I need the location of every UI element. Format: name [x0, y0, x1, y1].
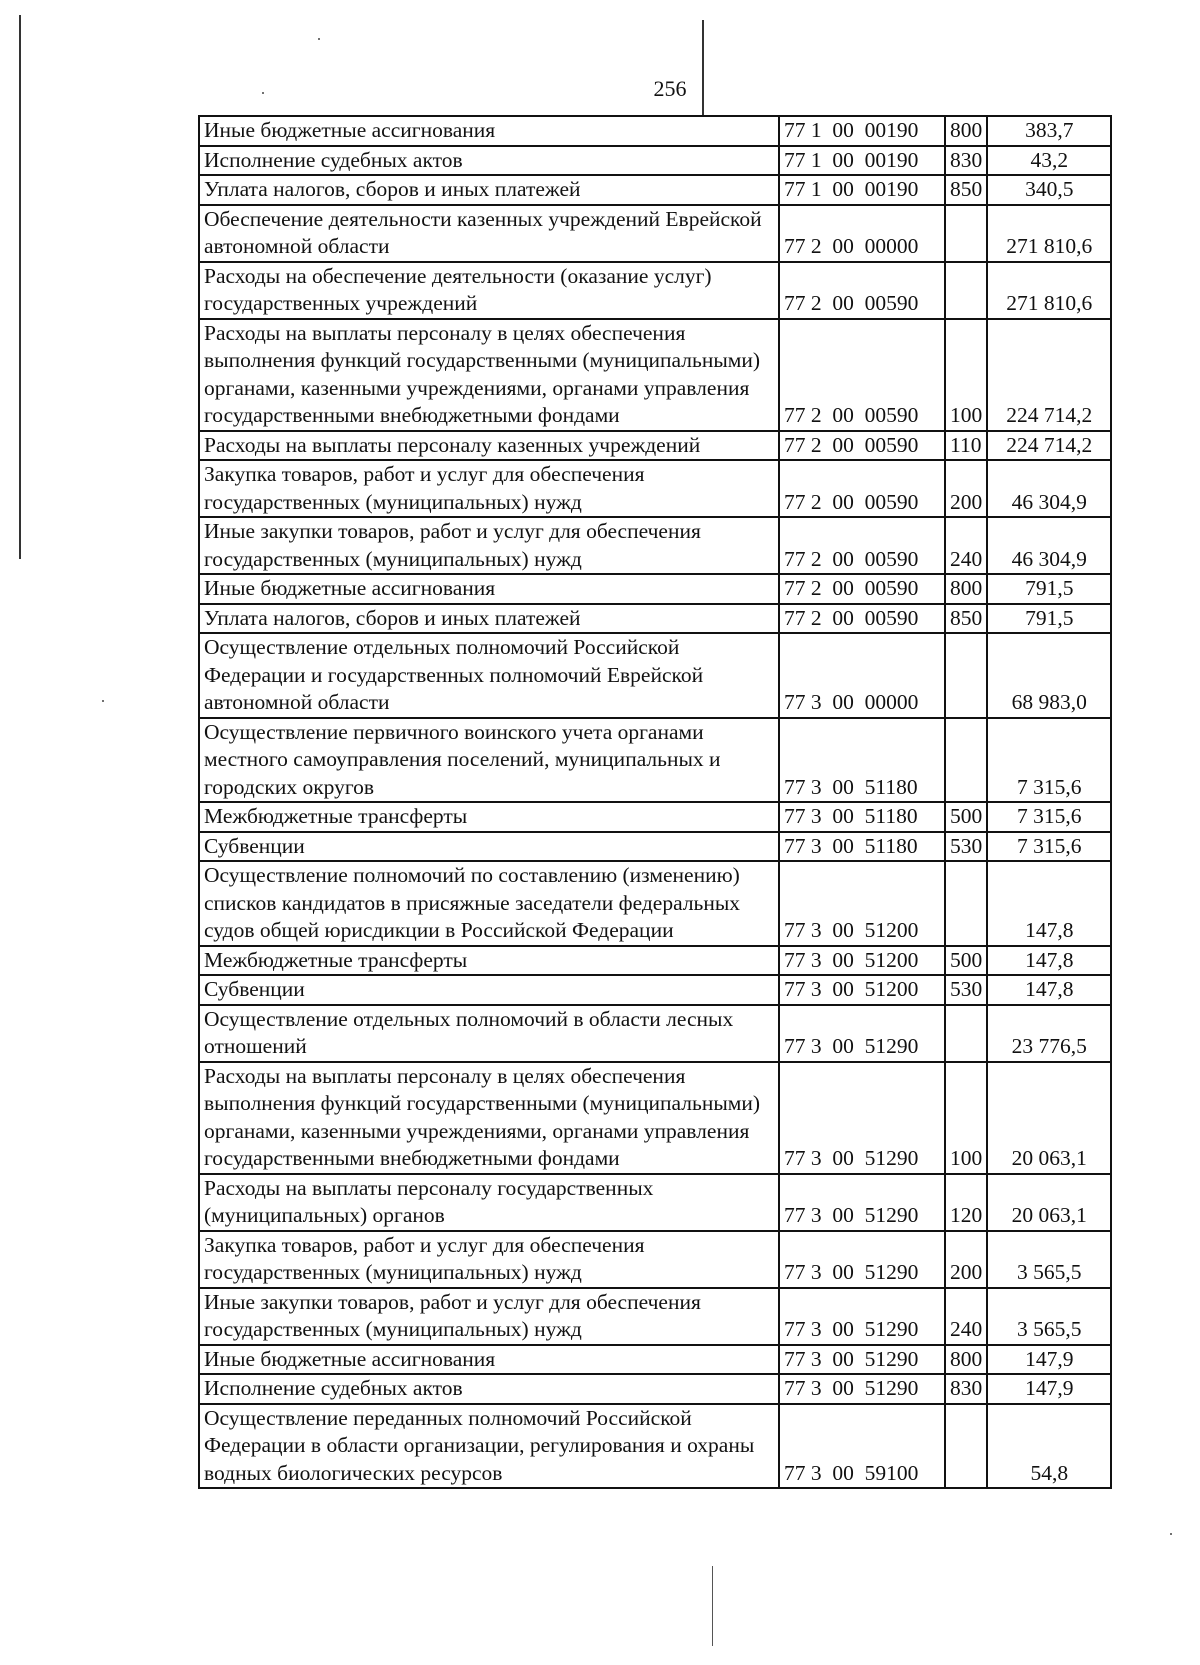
- table-row: [199, 319, 1111, 431]
- row-description: Субвенции: [199, 832, 779, 862]
- binding-line-left: [19, 15, 21, 559]
- row-target-code: 77 3 00 00000: [779, 633, 945, 718]
- row-expense-type: 850: [945, 175, 987, 205]
- row-target-code: 77 1 00 00190: [779, 175, 945, 205]
- table-row: [199, 175, 1111, 205]
- table-row: [199, 802, 1111, 832]
- row-description: Осуществление полномочий по составлению (изменению) списков кандидатов в присяжные заседатели федеральных судов общей юрисдикции в Российской Федерации: [199, 861, 779, 946]
- row-expense-type: 500: [945, 946, 987, 976]
- row-target-code: 77 3 00 51180: [779, 832, 945, 862]
- table-row: [199, 1288, 1111, 1345]
- row-amount: 3 565,5: [987, 1288, 1111, 1345]
- row-expense-type: 200: [945, 1231, 987, 1288]
- row-amount: 791,5: [987, 574, 1111, 604]
- row-description: Межбюджетные трансферты: [199, 946, 779, 976]
- row-target-code: 77 3 00 51200: [779, 946, 945, 976]
- row-expense-type: [945, 262, 987, 319]
- table-row: [199, 718, 1111, 803]
- row-expense-type: [945, 633, 987, 718]
- scan-speck: [318, 38, 320, 40]
- table-row: [199, 431, 1111, 461]
- row-target-code: 77 3 00 51290: [779, 1288, 945, 1345]
- row-expense-type: 800: [945, 116, 987, 146]
- row-description: Расходы на выплаты персоналу государственных (муниципальных) органов: [199, 1174, 779, 1231]
- row-target-code: 77 1 00 00190: [779, 116, 945, 146]
- row-description: Закупка товаров, работ и услуг для обеспечения государственных (муниципальных) нужд: [199, 460, 779, 517]
- binding-dash: [712, 1566, 713, 1646]
- row-amount: 147,9: [987, 1345, 1111, 1375]
- page-number: 256: [653, 76, 687, 101]
- row-amount: 147,8: [987, 861, 1111, 946]
- table-row: [199, 946, 1111, 976]
- row-expense-type: [945, 1404, 987, 1489]
- row-description: Расходы на выплаты персоналу в целях обеспечения выполнения функций государственными (муниципальными) органами, казенными учреждениями, органами управления государственными внебюджетными фондами: [199, 319, 779, 431]
- row-description: Межбюджетные трансферты: [199, 802, 779, 832]
- row-target-code: 77 3 00 51290: [779, 1231, 945, 1288]
- row-description: Расходы на выплаты персоналу казенных учреждений: [199, 431, 779, 461]
- row-target-code: 77 3 00 51290: [779, 1062, 945, 1174]
- row-description: Осуществление первичного воинского учета органами местного самоуправления поселений, муниципальных и городских округов: [199, 718, 779, 803]
- row-amount: 271 810,6: [987, 205, 1111, 262]
- row-expense-type: 110: [945, 431, 987, 461]
- row-amount: 340,5: [987, 175, 1111, 205]
- table-row: [199, 1231, 1111, 1288]
- row-expense-type: 100: [945, 319, 987, 431]
- row-description: Иные закупки товаров, работ и услуг для обеспечения государственных (муниципальных) нужд: [199, 1288, 779, 1345]
- row-amount: 46 304,9: [987, 460, 1111, 517]
- row-target-code: 77 2 00 00590: [779, 574, 945, 604]
- scan-speck: [262, 92, 264, 94]
- row-description: Иные бюджетные ассигнования: [199, 1345, 779, 1375]
- row-description: Иные закупки товаров, работ и услуг для обеспечения государственных (муниципальных) нужд: [199, 517, 779, 574]
- row-description: Уплата налогов, сборов и иных платежей: [199, 604, 779, 634]
- row-amount: 43,2: [987, 146, 1111, 176]
- table-row: [199, 517, 1111, 574]
- row-expense-type: 830: [945, 1374, 987, 1404]
- table-row: [199, 574, 1111, 604]
- row-description: Расходы на выплаты персоналу в целях обеспечения выполнения функций государственными (муниципальными) органами, казенными учреждениями, органами управления государственными внебюджетными фондами: [199, 1062, 779, 1174]
- table-row: [199, 832, 1111, 862]
- row-description: Осуществление отдельных полномочий в области лесных отношений: [199, 1005, 779, 1062]
- row-amount: 3 565,5: [987, 1231, 1111, 1288]
- table-row: [199, 460, 1111, 517]
- table-row: [199, 116, 1111, 146]
- row-amount: 791,5: [987, 604, 1111, 634]
- row-description: Иные бюджетные ассигнования: [199, 574, 779, 604]
- row-amount: 7 315,6: [987, 802, 1111, 832]
- row-amount: 23 776,5: [987, 1005, 1111, 1062]
- table-row: [199, 861, 1111, 946]
- row-description: Осуществление переданных полномочий Российской Федерации в области организации, регулирования и охраны водных биологических ресурсов: [199, 1404, 779, 1489]
- row-amount: 224 714,2: [987, 319, 1111, 431]
- row-description: Иные бюджетные ассигнования: [199, 116, 779, 146]
- row-target-code: 77 2 00 00590: [779, 517, 945, 574]
- table-row: [199, 1345, 1111, 1375]
- row-expense-type: [945, 205, 987, 262]
- table-row: [199, 262, 1111, 319]
- row-description: Расходы на обеспечение деятельности (оказание услуг) государственных учреждений: [199, 262, 779, 319]
- row-target-code: 77 3 00 51290: [779, 1174, 945, 1231]
- row-amount: 147,9: [987, 1374, 1111, 1404]
- table-row: [199, 1005, 1111, 1062]
- row-target-code: 77 2 00 00000: [779, 205, 945, 262]
- row-amount: 271 810,6: [987, 262, 1111, 319]
- scan-speck: [1170, 1533, 1172, 1535]
- row-amount: 7 315,6: [987, 832, 1111, 862]
- row-description: Осуществление отдельных полномочий Российской Федерации и государственных полномочий Еврейской автономной области: [199, 633, 779, 718]
- row-target-code: 77 3 00 59100: [779, 1404, 945, 1489]
- row-expense-type: 530: [945, 832, 987, 862]
- table-row: [199, 633, 1111, 718]
- row-target-code: 77 3 00 51180: [779, 718, 945, 803]
- row-amount: 54,8: [987, 1404, 1111, 1489]
- row-target-code: 77 3 00 51200: [779, 975, 945, 1005]
- row-amount: 147,8: [987, 946, 1111, 976]
- row-target-code: 77 2 00 00590: [779, 431, 945, 461]
- row-target-code: 77 2 00 00590: [779, 319, 945, 431]
- table-row: [199, 146, 1111, 176]
- row-expense-type: 100: [945, 1062, 987, 1174]
- row-target-code: 77 3 00 51290: [779, 1005, 945, 1062]
- row-expense-type: 200: [945, 460, 987, 517]
- row-description: Уплата налогов, сборов и иных платежей: [199, 175, 779, 205]
- table-row: [199, 1374, 1111, 1404]
- row-expense-type: 500: [945, 802, 987, 832]
- row-amount: 383,7: [987, 116, 1111, 146]
- table-row: [199, 604, 1111, 634]
- row-expense-type: 830: [945, 146, 987, 176]
- table-row: [199, 1062, 1111, 1174]
- row-target-code: 77 3 00 51290: [779, 1374, 945, 1404]
- row-description: Исполнение судебных актов: [199, 146, 779, 176]
- budget-table-body: [199, 116, 1111, 1488]
- row-expense-type: 240: [945, 517, 987, 574]
- row-amount: 20 063,1: [987, 1062, 1111, 1174]
- scan-speck: [102, 700, 104, 702]
- row-expense-type: 530: [945, 975, 987, 1005]
- row-expense-type: 850: [945, 604, 987, 634]
- budget-table: [198, 115, 1112, 1489]
- table-row: [199, 1174, 1111, 1231]
- row-target-code: 77 3 00 51180: [779, 802, 945, 832]
- row-expense-type: 240: [945, 1288, 987, 1345]
- row-expense-type: [945, 718, 987, 803]
- row-expense-type: 120: [945, 1174, 987, 1231]
- row-target-code: 77 3 00 51290: [779, 1345, 945, 1375]
- row-amount: 68 983,0: [987, 633, 1111, 718]
- table-row: [199, 1404, 1111, 1489]
- row-amount: 7 315,6: [987, 718, 1111, 803]
- row-description: Закупка товаров, работ и услуг для обеспечения государственных (муниципальных) нужд: [199, 1231, 779, 1288]
- row-expense-type: [945, 1005, 987, 1062]
- row-expense-type: 800: [945, 1345, 987, 1375]
- row-description: Субвенции: [199, 975, 779, 1005]
- row-target-code: 77 2 00 00590: [779, 460, 945, 517]
- row-amount: 20 063,1: [987, 1174, 1111, 1231]
- row-target-code: 77 2 00 00590: [779, 604, 945, 634]
- table-row: [199, 975, 1111, 1005]
- row-target-code: 77 2 00 00590: [779, 262, 945, 319]
- row-expense-type: [945, 861, 987, 946]
- row-amount: 46 304,9: [987, 517, 1111, 574]
- row-amount: 147,8: [987, 975, 1111, 1005]
- row-amount: 224 714,2: [987, 431, 1111, 461]
- row-description: Обеспечение деятельности казенных учреждений Еврейской автономной области: [199, 205, 779, 262]
- row-description: Исполнение судебных актов: [199, 1374, 779, 1404]
- budget-table-container: [198, 115, 1112, 1489]
- row-target-code: 77 1 00 00190: [779, 146, 945, 176]
- row-target-code: 77 3 00 51200: [779, 861, 945, 946]
- table-row: [199, 205, 1111, 262]
- row-expense-type: 800: [945, 574, 987, 604]
